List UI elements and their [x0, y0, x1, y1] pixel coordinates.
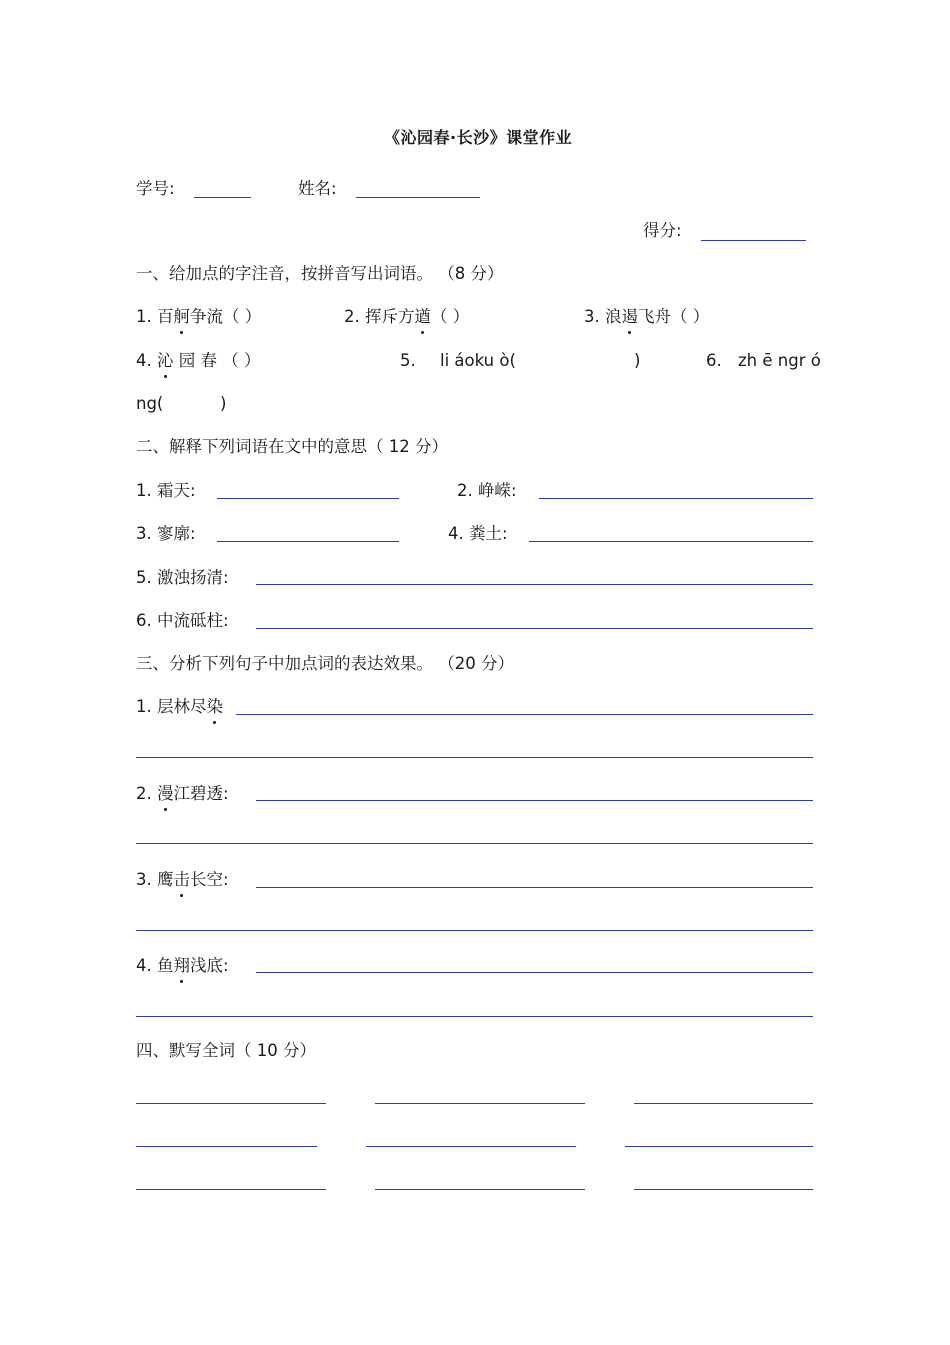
s4-answer-1[interactable] — [136, 1103, 326, 1104]
s4-answer-4[interactable] — [136, 1146, 317, 1147]
s3-item-2: 2. 漫江碧透: — [136, 784, 229, 803]
s3-answer-4a[interactable] — [256, 972, 813, 973]
s4-answer-5[interactable] — [366, 1146, 576, 1147]
s2-answer-2[interactable] — [539, 498, 813, 499]
s3-item-4: 4. 鱼翔浅底: — [136, 956, 229, 975]
s1-item-4: 4. 沁 园 春 （ ） — [136, 351, 261, 370]
s1-item-5-close: ) — [634, 351, 641, 370]
s2-answer-6[interactable] — [256, 628, 813, 629]
s1-item-5-num: 5. — [400, 351, 416, 370]
s3-answer-1a[interactable] — [236, 714, 813, 715]
s2-item-2: 2. 峥嵘: — [457, 481, 517, 500]
s1-item-2: 2. 挥斥方遒（ ） — [344, 307, 470, 326]
section2-heading: 二、解释下列词语在文中的意思（ 12 分） — [136, 437, 448, 456]
score-field[interactable] — [701, 240, 806, 241]
section1-heading: 一、给加点的字注音，按拼音写出词语。 （8 分） — [136, 264, 504, 283]
s2-answer-3[interactable] — [217, 541, 399, 542]
section4-heading: 四、默写全词（ 10 分） — [136, 1041, 316, 1060]
s1-item-6-wrap: ng( — [136, 394, 164, 413]
student-id-field[interactable] — [194, 197, 251, 198]
s4-answer-6[interactable] — [625, 1146, 813, 1147]
s3-answer-3b[interactable] — [136, 930, 813, 931]
s3-answer-3a[interactable] — [256, 887, 813, 888]
s4-answer-3[interactable] — [634, 1103, 813, 1104]
name-field[interactable] — [356, 197, 480, 198]
section3-heading: 三、分析下列句子中加点词的表达效果。 （20 分） — [136, 654, 514, 673]
s2-answer-1[interactable] — [217, 498, 399, 499]
s4-answer-2[interactable] — [375, 1103, 585, 1104]
s4-answer-7[interactable] — [136, 1189, 326, 1190]
emphasis-dot-char: 漫 — [157, 784, 174, 803]
page-title: 《沁园春·长沙》课堂作业 — [384, 128, 573, 147]
score-label: 得分: — [643, 221, 682, 240]
s2-item-6: 6. 中流砥柱: — [136, 611, 229, 630]
s2-answer-4[interactable] — [529, 541, 813, 542]
s1-item-6-pinyin: zh ē ngr ó — [738, 351, 821, 370]
emphasis-dot-char: 翔 — [173, 956, 190, 975]
s3-answer-4b[interactable] — [136, 1016, 813, 1017]
s2-item-3: 3. 寥廓: — [136, 524, 196, 543]
name-label: 姓名: — [298, 179, 337, 198]
s4-answer-8[interactable] — [375, 1189, 585, 1190]
s1-item-6-close: ) — [220, 394, 227, 413]
s2-answer-5[interactable] — [256, 584, 813, 585]
s3-item-3: 3. 鹰击长空: — [136, 870, 229, 889]
student-id-label: 学号: — [136, 179, 175, 198]
emphasis-dot-char: 遒 — [414, 307, 431, 326]
s3-answer-2b[interactable] — [136, 843, 813, 844]
emphasis-dot-char: 染 — [206, 697, 223, 716]
s2-item-4: 4. 粪土: — [448, 524, 508, 543]
emphasis-dot-char: 遏 — [621, 307, 638, 326]
s3-answer-2a[interactable] — [256, 800, 813, 801]
s3-item-1: 1. 层林尽染 — [136, 697, 223, 716]
s1-item-1: 1. 百舸争流（ ） — [136, 307, 262, 326]
emphasis-dot-char: 击 — [173, 870, 190, 889]
s1-item-3: 3. 浪遏飞舟（ ） — [584, 307, 710, 326]
s3-answer-1b[interactable] — [136, 757, 813, 758]
s2-item-5: 5. 激浊扬清: — [136, 568, 229, 587]
s1-item-6-num: 6. — [706, 351, 722, 370]
s4-answer-9[interactable] — [634, 1189, 813, 1190]
emphasis-dot-char: 沁 — [157, 351, 174, 370]
emphasis-dot-char: 舸 — [173, 307, 190, 326]
s2-item-1: 1. 霜天: — [136, 481, 196, 500]
s1-item-5-pinyin: li áoku ò( — [440, 351, 516, 370]
